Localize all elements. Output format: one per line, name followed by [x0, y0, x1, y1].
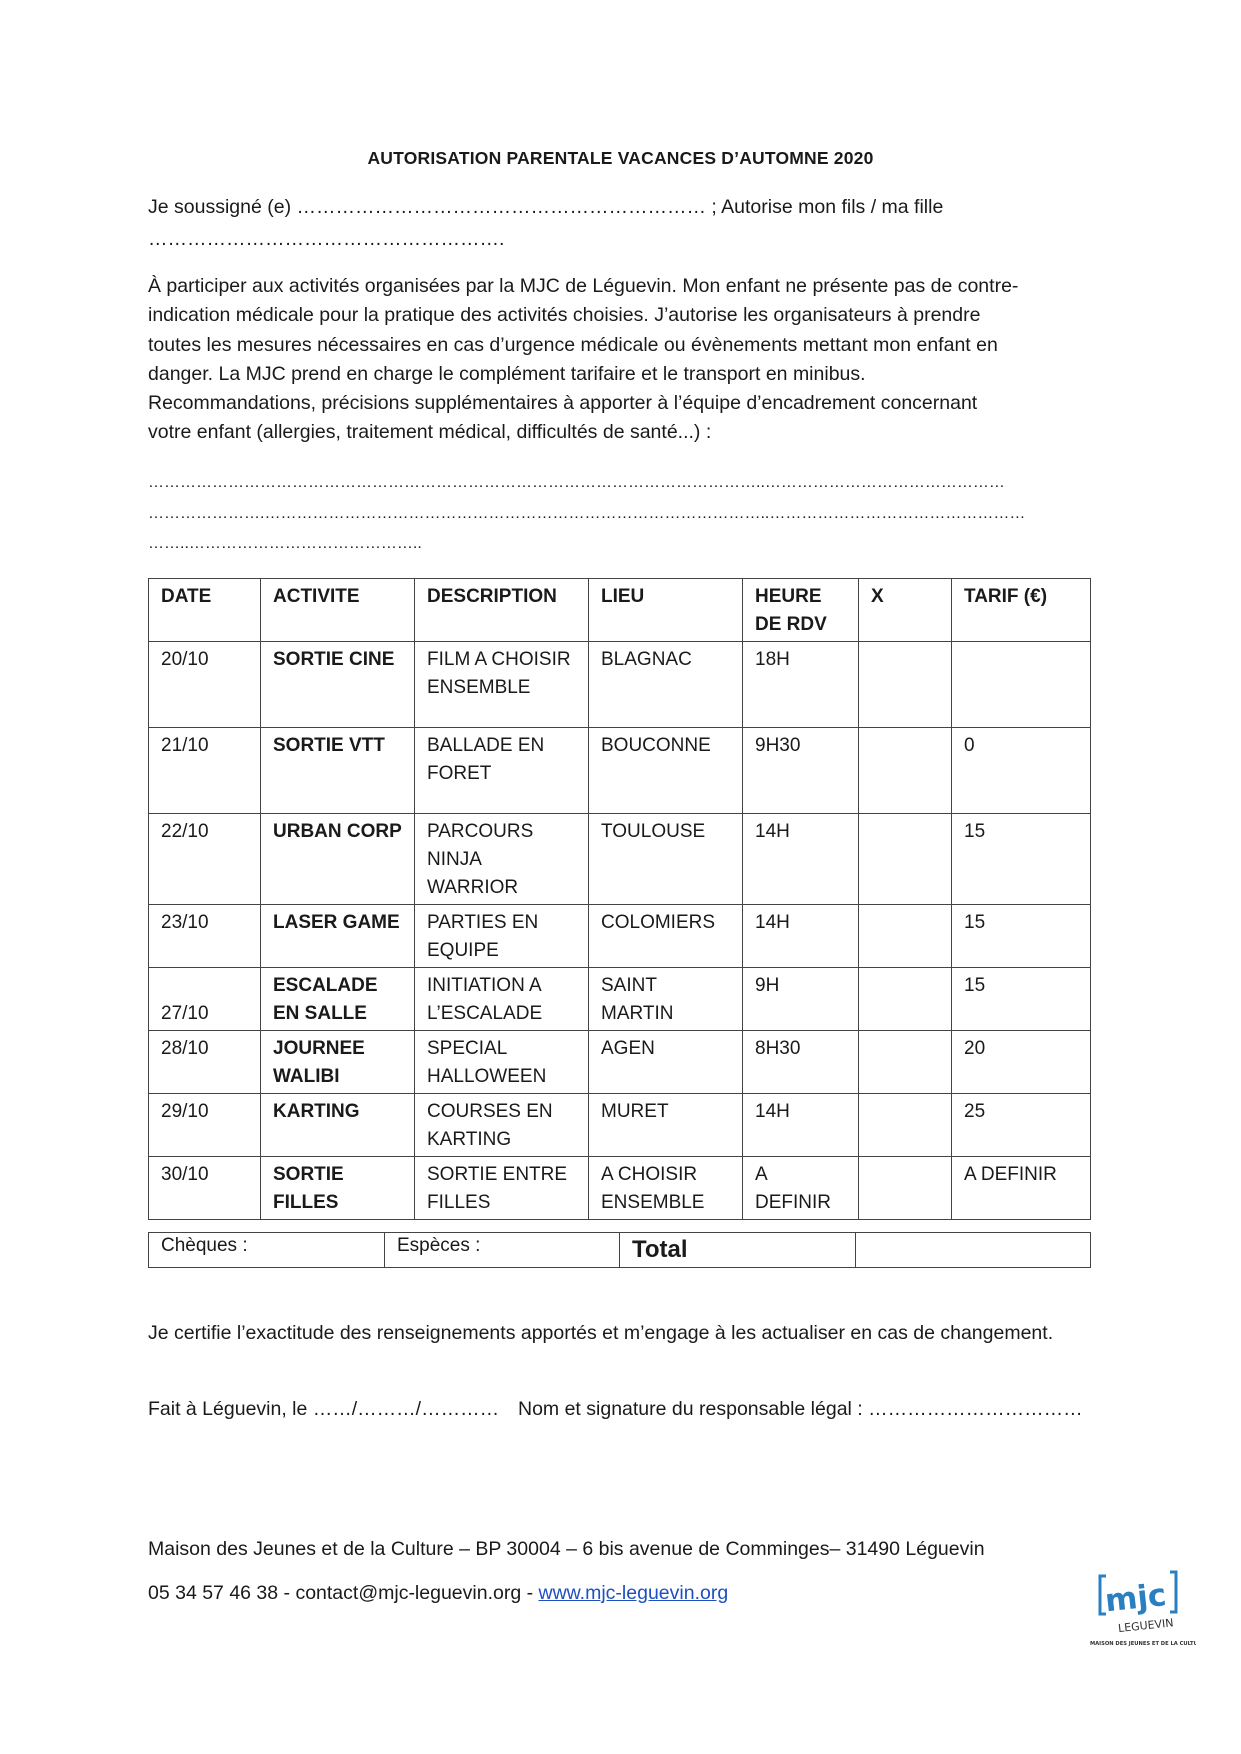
cell-date: 28/10: [149, 1031, 261, 1094]
payment-total-field[interactable]: [856, 1233, 1091, 1268]
cell-activite: URBAN CORP: [261, 814, 415, 905]
cell-description: INITIATION A L’ESCALADE: [415, 968, 589, 1031]
cell-lieu: BLAGNAC: [589, 642, 743, 728]
cell-tarif: 0: [952, 728, 1091, 814]
table-row: [149, 642, 1091, 728]
payment-table: [148, 1232, 1091, 1268]
cell-activite: SORTIE CINE: [261, 642, 415, 728]
cell-date: 29/10: [149, 1094, 261, 1157]
consent-text-line: Recommandations, précisions supplémentaires à apporter à l’équipe d’encadrement concernant: [148, 392, 978, 415]
cell-select-x[interactable]: [859, 1157, 952, 1220]
table-row: [149, 1094, 1091, 1157]
cell-lieu: COLOMIERS: [589, 905, 743, 968]
column-header-tarif: TARIF (€): [952, 579, 1091, 642]
logo-leguevin-text: LEGUEVIN: [1117, 1616, 1175, 1636]
cell-heure: 9H30: [743, 728, 859, 814]
place-date-field[interactable]: Fait à Léguevin, le ……/………/…………: [148, 1398, 500, 1420]
cell-tarif: 25: [952, 1094, 1091, 1157]
cell-lieu: SAINT MARTIN: [589, 968, 743, 1031]
cell-description: SORTIE ENTRE FILLES: [415, 1157, 589, 1220]
logo-mjc-text: mjc: [1103, 1577, 1169, 1620]
cell-select-x[interactable]: [859, 1031, 952, 1094]
column-header-description: DESCRIPTION: [415, 579, 589, 642]
cell-heure: 14H: [743, 814, 859, 905]
cell-select-x[interactable]: [859, 968, 952, 1031]
cell-lieu: AGEN: [589, 1031, 743, 1094]
cell-date: 22/10: [149, 814, 261, 905]
notes-dotted-line[interactable]: ……..……………………………………..: [148, 535, 422, 552]
consent-text-line: votre enfant (allergies, traitement médical, difficultés de santé...) :: [148, 421, 712, 444]
cell-select-x[interactable]: [859, 1094, 952, 1157]
payment-especes-field[interactable]: Espèces :: [385, 1233, 620, 1268]
payment-total-label: Total: [620, 1233, 856, 1268]
cell-activite: SORTIE VTT: [261, 728, 415, 814]
cell-activite: SORTIE FILLES: [261, 1157, 415, 1220]
cell-tarif: A DEFINIR: [952, 1157, 1091, 1220]
cell-date: 20/10: [149, 642, 261, 728]
cell-heure: 8H30: [743, 1031, 859, 1094]
consent-name-line: Je soussigné (e) ……………………………………………………… ; Autorise mon fils / ma fille: [148, 196, 944, 218]
cell-date: 21/10: [149, 728, 261, 814]
notes-dotted-line[interactable]: ………………….…………………………………………………………………………………..…………………………………………: [148, 505, 1026, 522]
cell-select-x[interactable]: [859, 814, 952, 905]
column-header-lieu: LIEU: [589, 579, 743, 642]
cell-tarif: [952, 642, 1091, 728]
table-row: [149, 814, 1091, 905]
cell-heure: 14H: [743, 1094, 859, 1157]
cell-description: PARCOURS NINJA WARRIOR: [415, 814, 589, 905]
payment-cheques-field[interactable]: Chèques :: [149, 1233, 385, 1268]
cell-tarif: 15: [952, 968, 1091, 1031]
consent-child-line: ……………………………………………….: [148, 228, 505, 250]
column-header-activite: ACTIVITE: [261, 579, 415, 642]
cell-description: FILM A CHOISIR ENSEMBLE: [415, 642, 589, 728]
column-header-x: X: [859, 579, 952, 642]
signature-field[interactable]: Nom et signature du responsable légal : ……………………………: [518, 1398, 1083, 1420]
table-row: [149, 1157, 1091, 1220]
cell-heure: 18H: [743, 642, 859, 728]
cell-tarif: 15: [952, 905, 1091, 968]
logo-tagline-text: MAISON DES JEUNES ET DE LA CULTURE: [1090, 1641, 1196, 1647]
payment-row: [149, 1233, 1091, 1268]
cell-heure: 14H: [743, 905, 859, 968]
cell-heure: A DEFINIR: [743, 1157, 859, 1220]
cell-heure: 9H: [743, 968, 859, 1031]
logo-bracket-right: [1170, 1572, 1176, 1612]
cell-date: 27/10: [149, 968, 261, 1031]
cell-description: BALLADE EN FORET: [415, 728, 589, 814]
page-title: AUTORISATION PARENTALE VACANCES D’AUTOMNE 2020: [367, 148, 874, 168]
cell-tarif: 20: [952, 1031, 1091, 1094]
cell-description: SPECIAL HALLOWEEN: [415, 1031, 589, 1094]
table-header-row: [149, 579, 1091, 642]
consent-text-line: toutes les mesures nécessaires en cas d’urgence médicale ou évènements mettant mon enfant en: [148, 333, 998, 356]
cell-lieu: TOULOUSE: [589, 814, 743, 905]
activities-table: [148, 578, 1091, 1220]
cell-activite: LASER GAME: [261, 905, 415, 968]
mjc-logo-graphic: [1088, 1568, 1196, 1648]
certification-text: Je certifie l’exactitude des renseignements apportés et m’engage à les actualiser en cas de changement.: [148, 1322, 1054, 1344]
cell-activite: ESCALADE EN SALLE: [261, 968, 415, 1031]
cell-select-x[interactable]: [859, 642, 952, 728]
cell-select-x[interactable]: [859, 905, 952, 968]
cell-lieu: BOUCONNE: [589, 728, 743, 814]
cell-lieu: MURET: [589, 1094, 743, 1157]
table-row: [149, 1031, 1091, 1094]
cell-activite: KARTING: [261, 1094, 415, 1157]
consent-text-line: À participer aux activités organisées par la MJC de Léguevin. Mon enfant ne présente pas de contre-: [148, 275, 1019, 297]
consent-paragraph: [148, 272, 1088, 448]
cell-lieu: A CHOISIR ENSEMBLE: [589, 1157, 743, 1220]
mjc-logo: [1088, 1568, 1196, 1648]
column-header-date: DATE: [149, 579, 261, 642]
cell-activite: JOURNEE WALIBI: [261, 1031, 415, 1094]
column-header-heure: HEURE DE RDV: [743, 579, 859, 642]
cell-date: 23/10: [149, 905, 261, 968]
cell-description: COURSES EN KARTING: [415, 1094, 589, 1157]
cell-select-x[interactable]: [859, 728, 952, 814]
cell-date: 30/10: [149, 1157, 261, 1220]
cell-description: PARTIES EN EQUIPE: [415, 905, 589, 968]
table-row: [149, 968, 1091, 1031]
cell-tarif: 15: [952, 814, 1091, 905]
website-link[interactable]: www.mjc-leguevin.org: [538, 1582, 729, 1604]
consent-text-line: indication médicale pour la pratique des activités choisies. J’autorise les organisateurs à prendre: [148, 304, 981, 327]
table-row: [149, 905, 1091, 968]
table-row: [149, 728, 1091, 814]
footer-contact-text: 05 34 57 46 38 - contact@mjc-leguevin.org -: [148, 1582, 539, 1604]
consent-text-line: danger. La MJC prend en charge le complément tarifaire et le transport en minibus.: [148, 362, 866, 385]
footer-address: Maison des Jeunes et de la Culture – BP 30004 – 6 bis avenue de Comminges– 31490 Léguevin: [148, 1538, 985, 1560]
notes-dotted-line[interactable]: ……………………………………………………………………………………………………..………………………………………: [148, 474, 1005, 491]
footer-contact: [148, 1582, 728, 1605]
